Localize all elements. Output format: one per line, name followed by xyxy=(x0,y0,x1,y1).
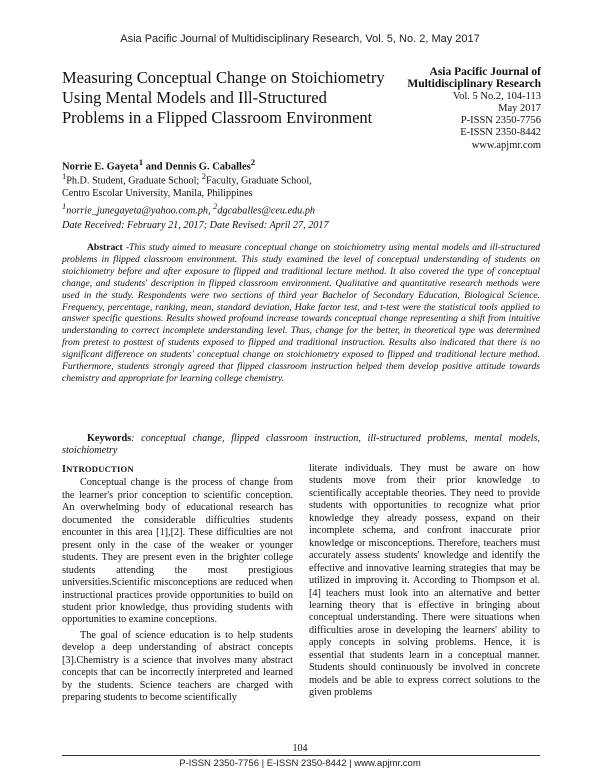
author-2-sup: 2 xyxy=(250,157,256,167)
journal-eissn: E-ISSN 2350-8442 xyxy=(460,127,541,139)
affil-part-1: Ph.D. Student, Graduate School; xyxy=(66,175,202,187)
section-heading-introduction xyxy=(62,463,293,476)
heading-rest: NTRODUCTION xyxy=(66,464,134,474)
running-header: Asia Pacific Journal of Multidisciplinary Research, Vol. 5, No. 2, May 2017 xyxy=(120,33,480,45)
affil-sup-2: 2 xyxy=(201,171,207,181)
affil-part-2: Faculty, Graduate School, xyxy=(206,175,312,187)
paper-title: Measuring Conceptual Change on Stoichiometry Using Mental Models and Ill-Structured Problems in a Flipped Classroom Environment xyxy=(62,68,385,127)
journal-volume: Vol. 5 No.2, 104-113 xyxy=(452,90,541,102)
abstract xyxy=(62,242,540,385)
journal-name: Asia Pacific Journal of Multidisciplinary Research xyxy=(407,66,541,91)
journal-info-block xyxy=(381,66,541,152)
received-revised-dates: Date Received: February 21, 2017; Date Revised: April 27, 2017 xyxy=(62,220,329,231)
journal-website[interactable]: www.apjmr.com xyxy=(471,139,541,151)
paragraph: Conceptual change is the process of change from the learner's prior conception to scientific conception. An overwhelming body of educational research has documented the considerable difficulties students encounter in this area [1],[2]. These difficulties are not present only in the case of the weaker or younger students. They are present even in the brighter college students attending the most prestigious universities.Scientific misconceptions are reduced when instructional practices provide opportunities to build on student prior knowledge, thus providing students with opportunities to examine conceptions. xyxy=(62,477,293,626)
affiliation-line-1 xyxy=(62,170,482,188)
author-and: and xyxy=(143,161,166,173)
affil-sup-1: 1 xyxy=(62,171,67,181)
email-sup-2: 2 xyxy=(213,201,218,212)
author-1: Norrie E. Gayeta xyxy=(62,161,139,173)
keywords-text: : conceptual change, flipped classroom instruction, ill-structured problems, mental models, stoichiometry xyxy=(62,433,540,457)
journal-pissn: P-ISSN 2350-7756 xyxy=(460,115,541,127)
journal-date: May 2017 xyxy=(498,102,541,114)
email-1[interactable]: norrie_junegayeta@yahoo.com.ph, xyxy=(66,205,214,217)
abstract-text: -This study aimed to measure conceptual change on stoichiometry using mental models and ill-structured problems in flipped classroom environment. This study examined the level of conceptual understanding of students on stoichiometry before and after exposure to flipped and traditional lecture method. It also covered the type of conceptual change, and students' description in flipped classroom environment. Qualitative and quantitative research methods were used in the study. Respondents were two sections of third year Bachelor of Secondary Education, Biological Science. Frequency, percentage, ranking, mean, standard deviation, Hake factor test, and t-test were the statistical tools applied to answer specific questions. Results showed profound increase towards conceptual change representing a shift from intuitive understanding to correct incomplete understanding level. Thus, change for the better, in theoretical type was determined from pretest to posttest of students exposed to flipped and traditional instruction. Results also indicated that there is no significant difference on students' conceptual change on stoichiometry exposed to flipped and traditional lecture method. Furthermore, students strongly agreed that flipped classroom instruction helped them develop positive attitude towards chemistry and appropriate for learning college chemistry. xyxy=(62,242,540,384)
author-1-sup: 1 xyxy=(138,157,144,167)
footer-divider xyxy=(62,755,540,756)
page-number: 104 xyxy=(292,743,308,754)
author-2: Dennis G. Caballes xyxy=(165,161,251,173)
right-column xyxy=(309,463,540,703)
left-column xyxy=(62,463,293,708)
author-emails xyxy=(62,200,482,218)
affiliation-line-2: Centro Escolar University, Manila, Philippines xyxy=(62,187,253,199)
affiliation-block xyxy=(62,170,482,218)
paragraph: literate individuals. They must be aware on how students move from their prior knowledge to scientifically acceptable theories. They need to provide students with opportunities to recognize what prior knowledge they already possess, expand on their incomplete schema, and confront inaccurate prior knowledge or misconceptions. Therefore, teachers must accurately assess students' knowledge and identify the effective and innovative learning strategies that may be utilized in improving it. According to Thompson et al. [4] teachers must look into an alternative and better learning theory that is effective in bringing about conceptual understanding. There were situations when difficulties arose in developing the learners' ability to apply concepts in solving problems. Hence, it is essential that students learn in a conceptual manner. Students should continuously be involved in concrete models and be able to express correct solutions to the given problems xyxy=(309,463,540,699)
email-sup-1: 1 xyxy=(62,201,67,212)
abstract-label: Abstract xyxy=(87,242,123,253)
footer-issn: P-ISSN 2350-7756 | E-ISSN 2350-8442 | www.apjmr.com xyxy=(179,758,421,769)
keywords-label: Keywords xyxy=(87,433,132,444)
paragraph: The goal of science education is to help students develop a deep understanding of abstract concepts [3].Chemistry is a science that involves many abstract concepts that can be incorrectly interpreted and learned by the students. Science teachers are charged with preparing students to become scientifically xyxy=(62,629,293,704)
email-2[interactable]: dgcaballes@ceu.edu.ph xyxy=(217,205,316,217)
heading-cap: I xyxy=(62,464,67,475)
keywords xyxy=(62,433,540,458)
